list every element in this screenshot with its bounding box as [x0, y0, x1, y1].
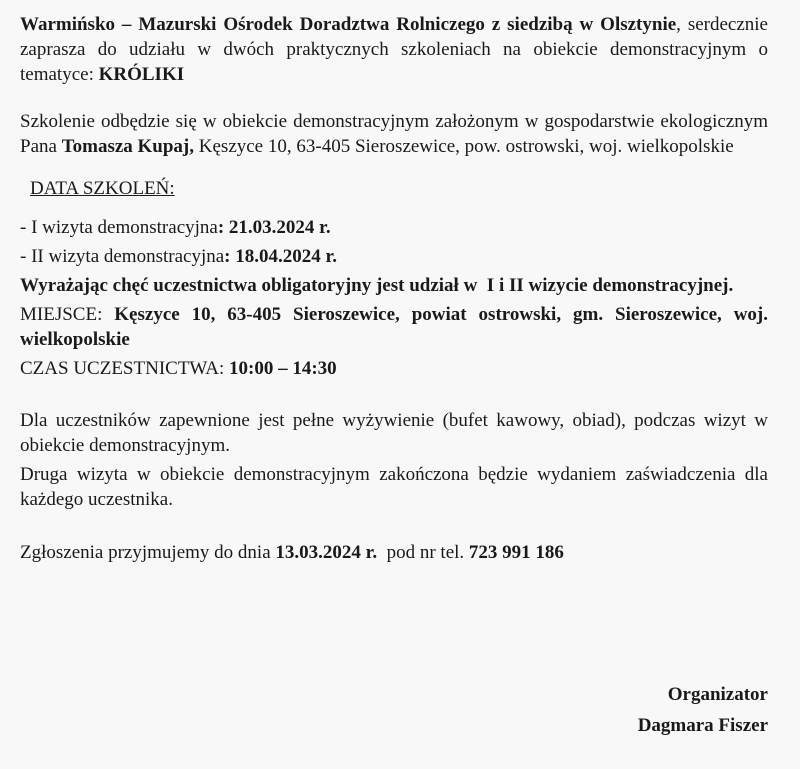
visit-2-label: - II wizyta demonstracyjna: [20, 246, 225, 267]
intro-paragraph: [20, 12, 768, 87]
time-label: CZAS UCZESTNICTWA:: [20, 358, 229, 379]
invitation-text: , serdecznie zaprasza do udziału w dwóch praktycznych szkoleniach na obiekcie demonstracyjnym o tematyce:: [20, 14, 768, 85]
dates-heading: [20, 176, 768, 201]
obligation-statement: Wyrażając chęć uczestnictwa obligatoryjny jest udział w I i II wizycie demonstracyjnej.: [20, 275, 734, 296]
dates-heading-label: DATA SZKOLEŃ:: [30, 178, 175, 199]
organizer-role: Organizator: [667, 684, 768, 705]
visit-1-date: : 21.03.2024 r.: [217, 217, 331, 238]
visit-1-label: - I wizyta demonstracyjna: [20, 217, 218, 238]
catering-paragraph: Dla uczestników zapewnione jest pełne wyżywienie (bufet kawowy, obiad), podczas wizyt w obiekcie demonstracyjnym.: [20, 410, 768, 456]
visit-2-date: : 18.04.2024 r.: [224, 246, 337, 267]
visit-1-line: [20, 215, 768, 240]
place-value: Kęszyce 10, 63-405 Sieroszewice, powiat ostrowski, gm. Sieroszewice, woj. wielkopolskie: [20, 304, 768, 350]
time-line: [20, 356, 768, 381]
farm-owner-name: Tomasza Kupaj,: [61, 136, 195, 157]
registration-deadline: 13.03.2024 r.: [275, 542, 378, 563]
registration-phone-number: 723 991 186: [468, 542, 564, 563]
registration-text: Zgłoszenia przyjmujemy do dnia: [20, 542, 276, 563]
training-topic: KRÓLIKI: [98, 64, 185, 85]
organization-name: Warmińsko – Mazurski Ośrodek Doradztwa Rolniczego z siedzibą w Olsztynie: [20, 14, 677, 35]
signature-block: [20, 679, 768, 741]
registration-line: [20, 540, 768, 565]
organizer-name: Dagmara Fiszer: [637, 715, 768, 736]
place-label: MIEJSCE:: [20, 304, 115, 325]
training-location-paragraph: [20, 109, 768, 159]
certificate-paragraph: Druga wizyta w obiekcie demonstracyjnym zakończona będzie wydaniem zaświadczenia dla każdego uczestnika.: [20, 464, 768, 510]
registration-phone-label: pod nr tel.: [377, 542, 469, 563]
farm-address: Kęszyce 10, 63-405 Sieroszewice, pow. ostrowski, woj. wielkopolskie: [194, 136, 734, 157]
training-text: Szkolenie odbędzie się w obiekcie demonstracyjnym założonym w gospodarstwie ekologicznym Pana: [20, 111, 768, 157]
place-line: [20, 302, 768, 352]
time-value: 10:00 – 14:30: [229, 358, 337, 379]
visit-2-line: [20, 244, 768, 269]
